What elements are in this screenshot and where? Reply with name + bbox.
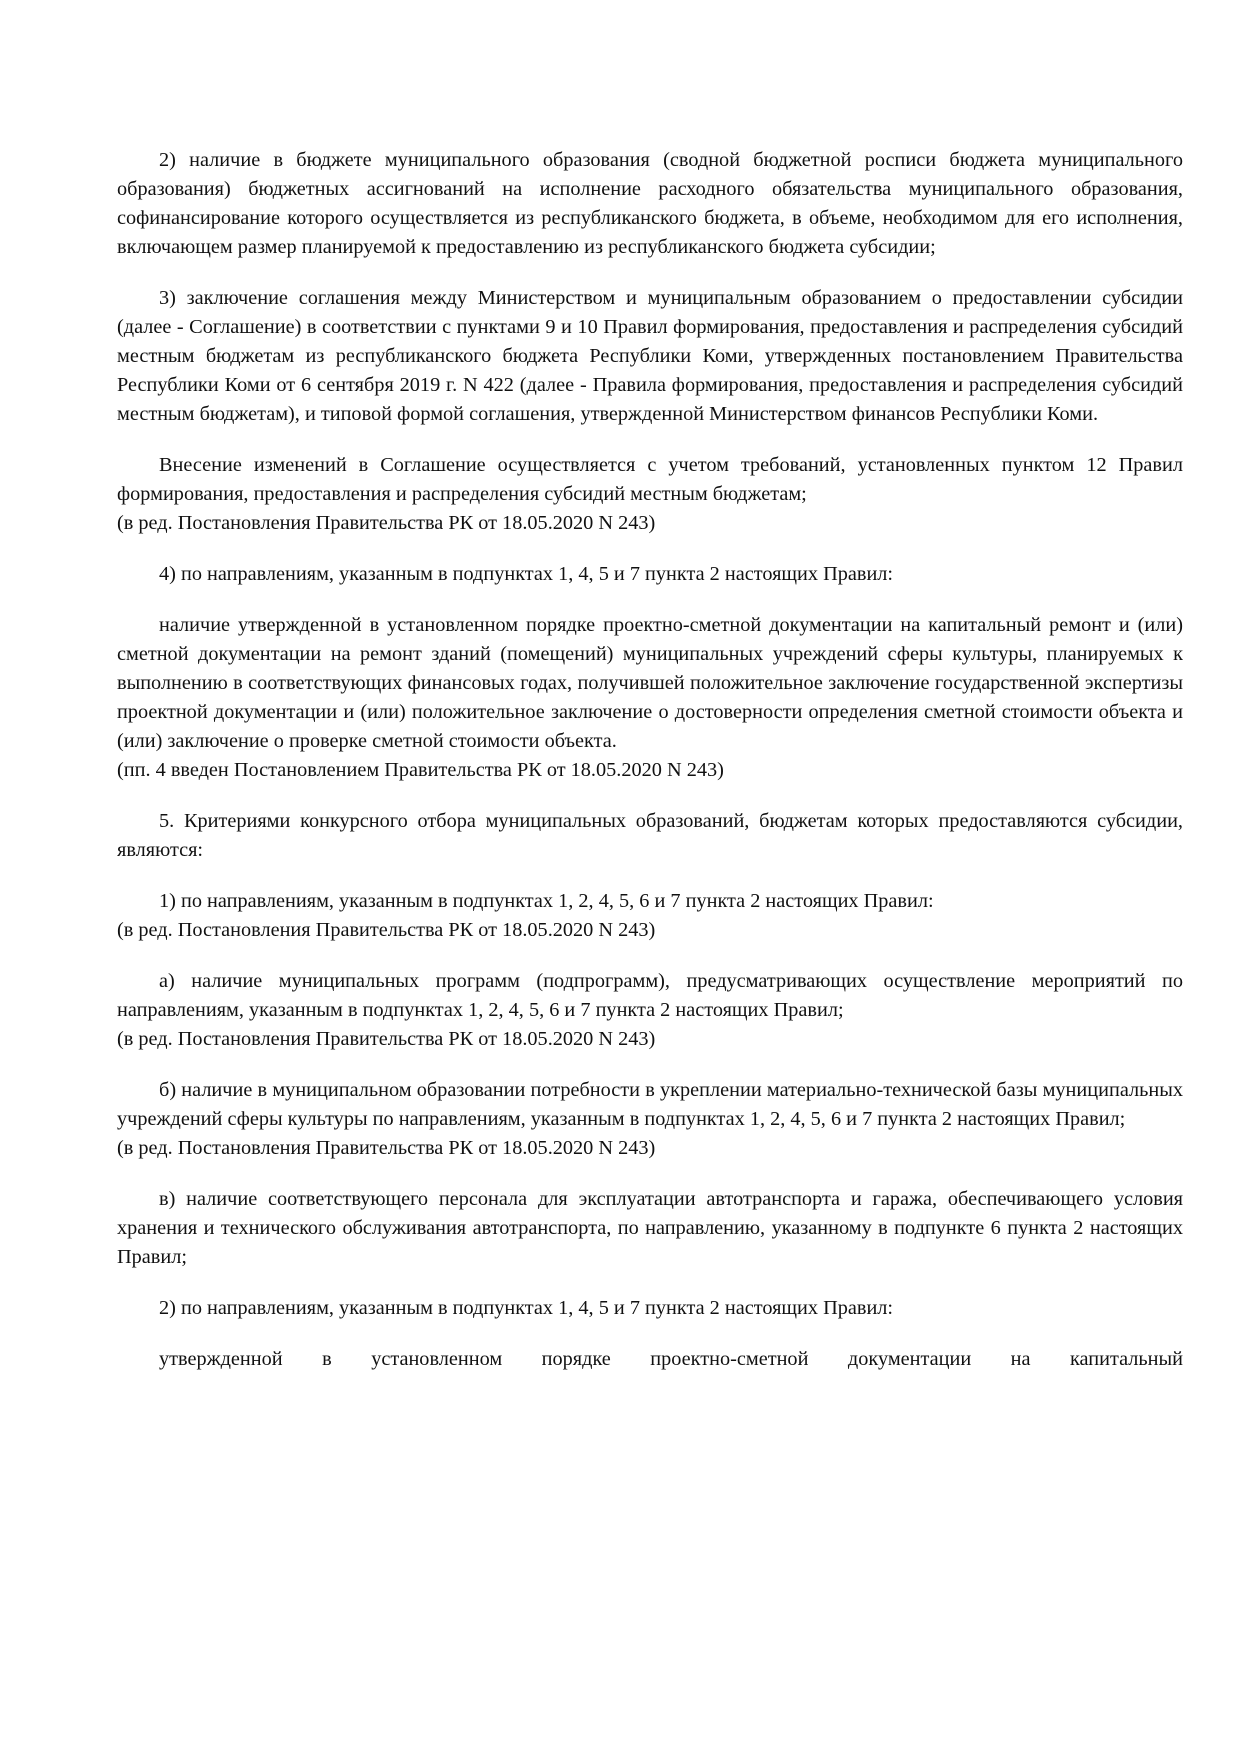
paragraph-criteria-a: а) наличие муниципальных программ (подпрограмм), предусматривающих осуществление мероприятий по направлениям, указанным в подпунктах 1, 2, 4, 5, 6 и 7 пункта 2 настоящих Правил; xyxy=(117,970,1183,1021)
amendment-note: (в ред. Постановления Правительства РК от 18.05.2020 N 243) xyxy=(117,512,656,534)
paragraph-2-budget: 2) наличие в бюджете муниципального образования (сводной бюджетной росписи бюджета муниципального образования) бюджетных ассигнований на исполнение расходного обязательства муниципального образования, софинансирование которого осуществляется из республиканского бюджета, в объеме, необходимом для его исполнения, включающем размер планируемой к предоставлению из республиканского бюджета субсидии; xyxy=(117,149,1183,258)
paragraph-agreement-changes: Внесение изменений в Соглашение осуществляется с учетом требований, установленных пунктом 12 Правил формирования, предоставления и распределения субсидий местным бюджетам; xyxy=(117,454,1183,505)
paragraph-criteria-b: б) наличие в муниципальном образовании потребности в укреплении материально-технической базы муниципальных учреждений сферы культуры по направлениям, указанным в подпунктах 1, 2, 4, 5, 6 и 7 пункта 2 настоящих Правил; xyxy=(117,1079,1183,1130)
amendment-note: (пп. 4 введен Постановлением Правительства РК от 18.05.2020 N 243) xyxy=(117,759,724,781)
paragraph-design-documentation: наличие утвержденной в установленном порядке проектно-сметной документации на капитальный ремонт и (или) сметной документации на ремонт зданий (помещений) муниципальных учреждений сферы культуры, планируемых к выполнению в соответствующих финансовых годах, получившей положительное заключение государственной экспертизы проектной документации и (или) положительное заключение о достоверности определения сметной стоимости объекта и (или) заключение о проверке сметной стоимости объекта. xyxy=(117,614,1183,752)
amendment-note: (в ред. Постановления Правительства РК от 18.05.2020 N 243) xyxy=(117,1028,656,1050)
paragraph-3-agreement: 3) заключение соглашения между Министерством и муниципальным образованием о предоставлении субсидии (далее - Соглашение) в соответствии с пунктами 9 и 10 Правил формирования, предоставления и распределения субсидий местным бюджетам из республиканского бюджета Республики Коми, утвержденных постановлением Правительства Республики Коми от 6 сентября 2019 г. N 422 (далее - Правила формирования, предоставления и распределения субсидий местным бюджетам), и типовой формой соглашения, утвержденной Министерством финансов Республики Коми. xyxy=(117,287,1183,425)
paragraph-5-criteria: 5. Критериями конкурсного отбора муниципальных образований, бюджетам которых предоставляются субсидии, являются: xyxy=(117,810,1183,861)
paragraph-criteria-2-continued: утвержденной в установленном порядке проектно-сметной документации на капитальный xyxy=(159,1348,1183,1370)
amendment-note: (в ред. Постановления Правительства РК от 18.05.2020 N 243) xyxy=(117,919,656,941)
paragraph-4-directions: 4) по направлениям, указанным в подпунктах 1, 4, 5 и 7 пункта 2 настоящих Правил: xyxy=(159,563,894,585)
paragraph-criteria-v: в) наличие соответствующего персонала для эксплуатации автотранспорта и гаража, обеспечивающего условия хранения и технического обслуживания автотранспорта, по направлению, указанному в подпункте 6 пункта 2 настоящих Правил; xyxy=(117,1188,1183,1268)
document-page xyxy=(117,146,1183,1374)
paragraph-criteria-2: 2) по направлениям, указанным в подпунктах 1, 4, 5 и 7 пункта 2 настоящих Правил: xyxy=(159,1297,894,1319)
paragraph-criteria-1: 1) по направлениям, указанным в подпунктах 1, 2, 4, 5, 6 и 7 пункта 2 настоящих Правил: xyxy=(159,890,934,912)
amendment-note: (в ред. Постановления Правительства РК от 18.05.2020 N 243) xyxy=(117,1137,656,1159)
